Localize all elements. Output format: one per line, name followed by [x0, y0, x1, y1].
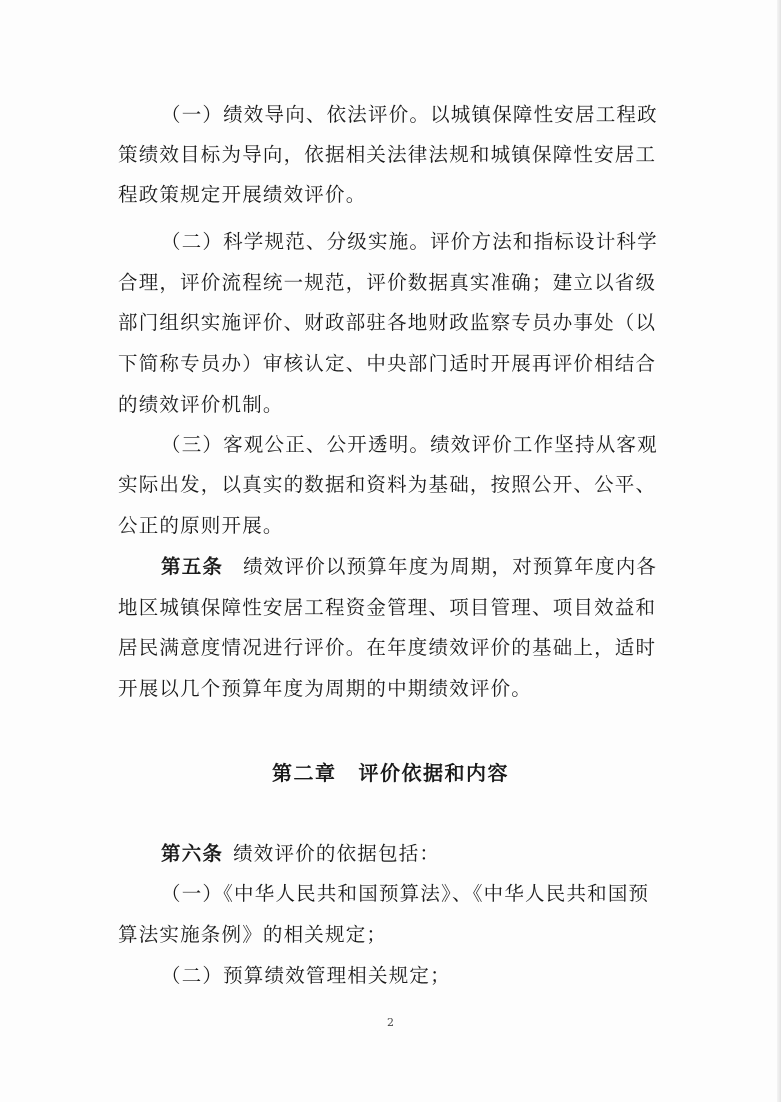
scan-edge-shadow	[777, 0, 781, 1102]
article-5-line-2: 地区城镇保障性安居工程资金管理、项目管理、项目效益和	[118, 596, 657, 619]
article-5-line-3: 居民满意度情况进行评价。在年度绩效评价的基础上，适时	[118, 636, 657, 659]
article-6-item-2-line-1: （二）预算绩效管理相关规定；	[161, 964, 451, 987]
paragraph-2-line-1: （二）科学规范、分级实施。评价方法和指标设计科学	[161, 230, 658, 253]
paragraph-1-line-2: 策绩效目标为导向，依据相关法律法规和城镇保障性安居工	[118, 143, 657, 166]
paragraph-1-line-1: （一）绩效导向、依法评价。以城镇保障性安居工程政	[161, 103, 658, 126]
article-6-item-1-line-2: 算法实施条例》的相关规定；	[118, 923, 388, 946]
paragraph-2-line-4: 下简称专员办）审核认定、中央部门适时开展再评价相结合	[118, 352, 657, 375]
article-6-label: 第六条	[161, 842, 224, 865]
chapter-title: 评价依据和内容	[358, 761, 509, 785]
paragraph-3-line-2: 实际出发，以真实的数据和资料为基础，按照公开、公平、	[118, 473, 657, 496]
article-5-line-4: 开展以几个预算年度为周期的中期绩效评价。	[118, 677, 533, 700]
paragraph-3-line-1: （三）客观公正、公开透明。绩效评价工作坚持从客观	[161, 433, 658, 456]
chapter-number: 第二章	[272, 761, 337, 785]
article-5-label: 第五条	[161, 555, 224, 578]
paragraph-2-line-5: 的绩效评价机制。	[118, 393, 284, 416]
article-6-item-1-line-1: （一）《中华人民共和国预算法》、《中华人民共和国预	[161, 882, 650, 905]
article-6-text: 绩效评价的依据包括：	[233, 842, 441, 865]
paragraph-2-line-2: 合理，评价流程统一规范，评价数据真实准确；建立以省级	[118, 271, 657, 294]
article-5-text: 绩效评价以预算年度为周期，对预算年度内各	[243, 555, 658, 578]
article-6-line-1	[161, 837, 440, 871]
page-number: 2	[387, 1016, 394, 1029]
paragraph-1-line-3: 程政策规定开展绩效评价。	[118, 183, 367, 206]
chapter-heading	[0, 756, 781, 790]
paragraph-3-line-3: 公正的原则开展。	[118, 514, 284, 537]
paragraph-2-line-3: 部门组织实施评价、财政部驻各地财政监察专员办事处（以	[118, 311, 657, 334]
article-5-line-1	[161, 550, 657, 584]
